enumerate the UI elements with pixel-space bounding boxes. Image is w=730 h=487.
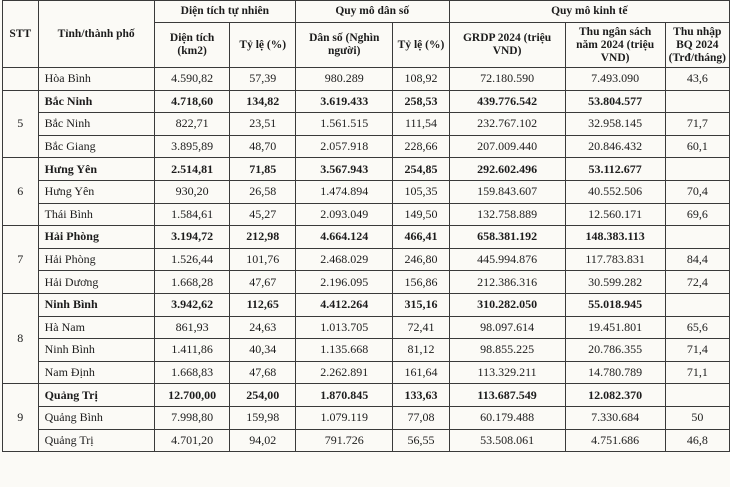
cell-budget: 53.804.577 (565, 90, 665, 113)
province-name: Thái Bình (38, 203, 154, 226)
cell-pop-ratio: 111,54 (393, 113, 449, 136)
cell-area: 861,93 (154, 316, 230, 339)
stt-cell: 6 (3, 158, 39, 226)
cell-grdp: 232.767.102 (449, 113, 565, 136)
cell-area-ratio: 24,63 (230, 316, 296, 339)
header-population-group: Quy mô dân số (295, 1, 449, 23)
cell-budget: 14.780.789 (565, 361, 665, 384)
cell-area-ratio: 57,39 (230, 68, 296, 91)
stt-cell: 9 (3, 384, 39, 452)
cell-area-ratio: 134,82 (230, 90, 296, 113)
cell-pop-ratio: 149,50 (393, 203, 449, 226)
cell-area: 3.194,72 (154, 226, 230, 249)
cell-grdp: 159.843.607 (449, 180, 565, 203)
cell-budget: 7.493.090 (565, 68, 665, 91)
cell-budget: 40.552.506 (565, 180, 665, 203)
cell-area: 4.590,82 (154, 68, 230, 91)
province-name: Hải Phòng (38, 248, 154, 271)
cell-pop: 980.289 (295, 68, 392, 91)
cell-area-ratio: 23,51 (230, 113, 296, 136)
header-area: Diện tích (km2) (154, 23, 230, 68)
cell-area-ratio: 254,00 (230, 384, 296, 407)
cell-income (665, 384, 729, 407)
province-name: Quảng Trị (38, 429, 154, 452)
cell-area-ratio: 40,34 (230, 339, 296, 362)
cell-pop: 1.870.845 (295, 384, 392, 407)
cell-area-ratio: 47,68 (230, 361, 296, 384)
cell-budget: 117.783.831 (565, 248, 665, 271)
cell-pop-ratio: 56,55 (393, 429, 449, 452)
province-name: Bắc Ninh (38, 113, 154, 136)
cell-budget: 7.330.684 (565, 406, 665, 429)
cell-income (665, 158, 729, 181)
cell-grdp: 439.776.542 (449, 90, 565, 113)
cell-income: 72,4 (665, 271, 729, 294)
cell-income: 65,6 (665, 316, 729, 339)
cell-pop: 2.468.029 (295, 248, 392, 271)
cell-pop-ratio: 105,35 (393, 180, 449, 203)
header-stt: STT (3, 1, 39, 68)
header-area-ratio: Tỷ lệ (%) (230, 23, 296, 68)
cell-area: 3.942,62 (154, 293, 230, 316)
cell-pop-ratio: 466,41 (393, 226, 449, 249)
stt-cell: 8 (3, 293, 39, 383)
cell-income: 43,6 (665, 68, 729, 91)
header-population: Dân số (Nghìn người) (295, 23, 392, 68)
cell-area: 1.584,61 (154, 203, 230, 226)
cell-grdp: 658.381.192 (449, 226, 565, 249)
cell-budget: 4.751.686 (565, 429, 665, 452)
cell-pop-ratio: 156,86 (393, 271, 449, 294)
province-name: Hà Nam (38, 316, 154, 339)
cell-pop: 791.726 (295, 429, 392, 452)
cell-area-ratio: 101,76 (230, 248, 296, 271)
cell-income: 50 (665, 406, 729, 429)
table-body (3, 68, 730, 452)
cell-pop: 4.664.124 (295, 226, 392, 249)
cell-budget: 20.846.432 (565, 135, 665, 158)
header-grdp: GRDP 2024 (triệu VND) (449, 23, 565, 68)
table-row-group (3, 293, 730, 316)
cell-area: 1.411,86 (154, 339, 230, 362)
stt-cell: 7 (3, 226, 39, 294)
cell-grdp: 72.180.590 (449, 68, 565, 91)
cell-area-ratio: 212,98 (230, 226, 296, 249)
header-budget: Thu ngân sách năm 2024 (triệu VND) (565, 23, 665, 68)
cell-area: 1.668,28 (154, 271, 230, 294)
cell-income: 46,8 (665, 429, 729, 452)
cell-area-ratio: 47,67 (230, 271, 296, 294)
header-income: Thu nhập BQ 2024 (Trđ/tháng) (665, 23, 729, 68)
stt-cell: 5 (3, 90, 39, 158)
table-row (3, 248, 730, 271)
province-name: Hưng Yên (38, 158, 154, 181)
cell-budget: 12.560.171 (565, 203, 665, 226)
province-name: Ninh Bình (38, 293, 154, 316)
cell-area: 822,71 (154, 113, 230, 136)
cell-area-ratio: 26,58 (230, 180, 296, 203)
cell-pop: 4.412.264 (295, 293, 392, 316)
province-name: Quảng Bình (38, 406, 154, 429)
cell-grdp: 212.386.316 (449, 271, 565, 294)
table-row-group (3, 90, 730, 113)
cell-budget: 55.018.945 (565, 293, 665, 316)
table-row (3, 180, 730, 203)
header-area-group: Diện tích tự nhiên (154, 1, 295, 23)
cell-budget: 148.383.113 (565, 226, 665, 249)
cell-pop-ratio: 228,66 (393, 135, 449, 158)
table-row (3, 203, 730, 226)
cell-grdp: 445.994.876 (449, 248, 565, 271)
cell-income: 84,4 (665, 248, 729, 271)
statistics-table (2, 0, 730, 452)
cell-grdp: 60.179.488 (449, 406, 565, 429)
province-name: Bắc Ninh (38, 90, 154, 113)
table-row (3, 135, 730, 158)
header-population-ratio: Tỷ lệ (%) (393, 23, 449, 68)
cell-income: 69,6 (665, 203, 729, 226)
cell-grdp: 132.758.889 (449, 203, 565, 226)
table-row (3, 68, 730, 91)
table-row (3, 406, 730, 429)
cell-pop-ratio: 108,92 (393, 68, 449, 91)
cell-grdp: 53.508.061 (449, 429, 565, 452)
cell-area: 4.718,60 (154, 90, 230, 113)
table-row (3, 316, 730, 339)
province-name: Ninh Bình (38, 339, 154, 362)
header-economy-group: Quy mô kinh tế (449, 1, 729, 23)
table-row (3, 271, 730, 294)
cell-budget: 53.112.677 (565, 158, 665, 181)
cell-grdp: 207.009.440 (449, 135, 565, 158)
cell-area-ratio: 71,85 (230, 158, 296, 181)
cell-area-ratio: 112,65 (230, 293, 296, 316)
cell-pop-ratio: 72,41 (393, 316, 449, 339)
cell-pop-ratio: 133,63 (393, 384, 449, 407)
cell-pop: 1.474.894 (295, 180, 392, 203)
cell-budget: 19.451.801 (565, 316, 665, 339)
cell-pop: 1.079.119 (295, 406, 392, 429)
table-row-group (3, 158, 730, 181)
cell-area: 4.701,20 (154, 429, 230, 452)
table-row (3, 339, 730, 362)
table-row-group (3, 384, 730, 407)
cell-area: 1.668,83 (154, 361, 230, 384)
cell-pop: 1.013.705 (295, 316, 392, 339)
table-row (3, 361, 730, 384)
cell-pop: 3.567.943 (295, 158, 392, 181)
cell-pop: 2.093.049 (295, 203, 392, 226)
cell-pop: 2.262.891 (295, 361, 392, 384)
cell-grdp: 292.602.496 (449, 158, 565, 181)
cell-grdp: 310.282.050 (449, 293, 565, 316)
cell-budget: 20.786.355 (565, 339, 665, 362)
cell-pop-ratio: 258,53 (393, 90, 449, 113)
cell-grdp: 98.855.225 (449, 339, 565, 362)
cell-income: 60,1 (665, 135, 729, 158)
cell-budget: 12.082.370 (565, 384, 665, 407)
cell-pop-ratio: 254,85 (393, 158, 449, 181)
cell-pop-ratio: 81,12 (393, 339, 449, 362)
cell-income (665, 90, 729, 113)
cell-pop-ratio: 161,64 (393, 361, 449, 384)
province-name: Hải Dương (38, 271, 154, 294)
table-row (3, 113, 730, 136)
cell-pop: 2.057.918 (295, 135, 392, 158)
cell-area: 7.998,80 (154, 406, 230, 429)
cell-grdp: 98.097.614 (449, 316, 565, 339)
cell-grdp: 113.329.211 (449, 361, 565, 384)
cell-area: 3.895,89 (154, 135, 230, 158)
cell-pop-ratio: 77,08 (393, 406, 449, 429)
table-row (3, 429, 730, 452)
cell-income: 71,1 (665, 361, 729, 384)
province-name: Hòa Bình (38, 68, 154, 91)
cell-area: 2.514,81 (154, 158, 230, 181)
cell-income (665, 293, 729, 316)
cell-pop-ratio: 315,16 (393, 293, 449, 316)
cell-income (665, 226, 729, 249)
table-row-group (3, 226, 730, 249)
cell-area: 12.700,00 (154, 384, 230, 407)
province-name: Nam Định (38, 361, 154, 384)
cell-area-ratio: 45,27 (230, 203, 296, 226)
header-province: Tỉnh/thành phố (38, 1, 154, 68)
cell-pop: 3.619.433 (295, 90, 392, 113)
cell-area: 930,20 (154, 180, 230, 203)
cell-pop: 1.561.515 (295, 113, 392, 136)
cell-income: 71,7 (665, 113, 729, 136)
cell-area-ratio: 94,02 (230, 429, 296, 452)
cell-area: 1.526,44 (154, 248, 230, 271)
cell-area-ratio: 159,98 (230, 406, 296, 429)
cell-pop-ratio: 246,80 (393, 248, 449, 271)
cell-budget: 32.958.145 (565, 113, 665, 136)
cell-income: 71,4 (665, 339, 729, 362)
province-name: Hưng Yên (38, 180, 154, 203)
cell-budget: 30.599.282 (565, 271, 665, 294)
province-name: Hải Phòng (38, 226, 154, 249)
province-name: Bắc Giang (38, 135, 154, 158)
cell-pop: 2.196.095 (295, 271, 392, 294)
cell-grdp: 113.687.549 (449, 384, 565, 407)
province-name: Quảng Trị (38, 384, 154, 407)
cell-area-ratio: 48,70 (230, 135, 296, 158)
stt-cell (3, 68, 39, 91)
cell-income: 70,4 (665, 180, 729, 203)
cell-pop: 1.135.668 (295, 339, 392, 362)
